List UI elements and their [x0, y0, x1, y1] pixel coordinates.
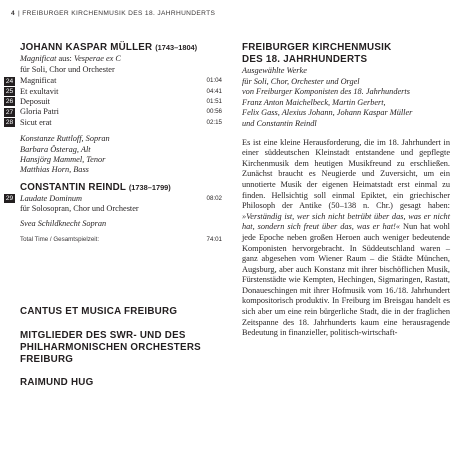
- track-number: 29: [5, 195, 14, 203]
- essay-title-line: DES 18. JAHRHUNDERTS: [242, 54, 368, 65]
- track-time: 01:04: [206, 77, 222, 85]
- composer-reindl-heading: [20, 182, 222, 194]
- essay-title-line: FREIBURGER KIRCHENMUSIK: [242, 42, 392, 53]
- track-time: 00:56: [206, 108, 222, 116]
- track-row: [5, 193, 222, 204]
- orchestra-name-line: FREIBURG: [20, 354, 74, 365]
- total-time-row: [20, 234, 222, 245]
- track-title: Deposuit: [20, 96, 50, 106]
- essay-body: [242, 138, 450, 339]
- ensemble-name: CANTUS ET MUSICA FREIBURG: [20, 306, 178, 317]
- essay-column: [242, 42, 450, 339]
- page-number: 4: [11, 10, 16, 17]
- track-title: Sicut erat: [20, 117, 52, 127]
- track-time: 01:51: [206, 97, 222, 105]
- paragraph-text: Nun hat wohl jede Epoche neben großen Heroen auch weniger bedeutende Komponisten hervorgebracht.: [242, 222, 450, 253]
- work-from: aus:: [56, 54, 74, 63]
- composer-name: CONSTANTIN REINDL: [20, 181, 126, 193]
- performer-list: [20, 134, 222, 176]
- total-time-label: Total Time / Gesamtspielzeit:: [20, 236, 100, 244]
- track-time: 02:15: [206, 118, 222, 126]
- work-scoring: für Solosopran, Chor und Orchester: [20, 204, 139, 214]
- work-source: Vesperae ex C: [73, 54, 121, 63]
- work-title-line: [20, 54, 222, 65]
- composer-dates: (1738–1799): [128, 182, 171, 192]
- track-number: 27: [5, 108, 14, 116]
- essay-paragraph: [242, 138, 450, 339]
- running-header: [11, 10, 215, 17]
- performer: Barbara Österag, Alt: [20, 144, 91, 154]
- track-list: [5, 76, 222, 128]
- essay-subtitle-line: für Soli, Chor, Orchester und Orgel: [242, 76, 360, 86]
- total-time-value: 74:01: [206, 236, 222, 244]
- tracklist-column: [5, 42, 222, 245]
- header-separator: |: [18, 10, 21, 17]
- track-number: 26: [5, 98, 14, 106]
- performer: Hansjörg Mammel, Tenor: [20, 154, 106, 164]
- work-scoring: für Soli, Chor und Orchester: [20, 64, 115, 74]
- track-time: 04:41: [206, 87, 222, 95]
- essay-subtitle-line: und Constantin Reindl: [242, 118, 317, 128]
- track-row: [5, 107, 222, 117]
- work-title: Magnificat: [20, 54, 57, 63]
- track-row: [5, 76, 222, 86]
- composer-muller-heading: [20, 42, 222, 54]
- composer-dates: (1743–1804): [155, 43, 198, 52]
- orchestra-name-line: MITGLIEDER DES SWR- UND DES: [20, 330, 186, 341]
- track-number: 25: [5, 88, 14, 96]
- essay-subtitle-line: von Freiburger Komponisten des 18. Jahrhunderts: [242, 87, 410, 97]
- track-row: [5, 86, 222, 97]
- track-time: 08:02: [206, 194, 222, 202]
- track-title: Gloria Patri: [20, 107, 59, 117]
- track-row: [5, 96, 222, 107]
- track-row: [5, 117, 222, 128]
- paragraph-text: In Süddeutschland waren – ganz abgesehen vom Wiener Raum – die Städte München, Augsburg, aber auch Konstanz mit ihrer bischöflichen Musik, Fürstenstädte wie Kempten, Hechingen, Sigmaringen, Rastatt, Donaueschingen mit ihrer Hofmusik vom 16./18. Jahrhundert kompositorisch produktiv. In Freiburg im Breisgau handelt es sich aber um eine rein bürgerliche Stadt, die in der fraglichen Zeitspanne des 18. Jahrhunderts kaum eine herausragende Bedeutung in finanzieller, politisch-wirtschaft-: [242, 243, 450, 338]
- track-title: Magnificat: [20, 76, 57, 86]
- track-number: 24: [5, 77, 14, 85]
- epiktet-quote: »Verständig ist, wer sich nicht betrübt über das, was er nicht hat, sondern sich freut über das, was er hat!«: [242, 211, 450, 232]
- composer-name: JOHANN KASPAR MÜLLER: [20, 42, 153, 53]
- track-number: 28: [5, 119, 14, 127]
- track-title: Et exultavit: [20, 86, 59, 96]
- paragraph-text: Es ist eine kleine Herausforderung, die im 18. Jahrhundert in einer süddeutschen Kleinstadt entstandene und gepflegte Kirchenmusik dem heutigen Musikfreund zu erschließen. Zunächst braucht es Neugierde und Zuversicht, um ein unnotierte Musik der eigenen Heimatstadt erst einmal zu finden. Hellsichtig soll einmal Epiktet, ein griechischer Philosoph der Antike (50–138 n. Chr.) gesagt haben:: [242, 137, 450, 211]
- orchestra-name-line: PHILHARMONISCHEN ORCHESTERS: [20, 342, 201, 353]
- performer: Svea Schildknecht Sopran: [20, 218, 107, 228]
- performer: Konstanze Ruttloff, Sopran: [20, 134, 110, 144]
- track-title: Laudate Dominum: [20, 193, 82, 203]
- essay-subtitle-line: Felix Gass, Alexius Johann, Johann Kaspar Müller: [242, 108, 413, 118]
- essay-subtitle-line: Franz Anton Maichelbeck, Martin Gerbert,: [242, 97, 386, 107]
- conductor-name: RAIMUND HUG: [20, 377, 94, 388]
- performer: Matthias Horn, Bass: [20, 165, 89, 175]
- essay-subtitle-line: Ausgewählte Werke: [242, 66, 307, 75]
- header-title: FREIBURGER KIRCHENMUSIK DES 18. JAHRHUNDERTS: [22, 10, 216, 17]
